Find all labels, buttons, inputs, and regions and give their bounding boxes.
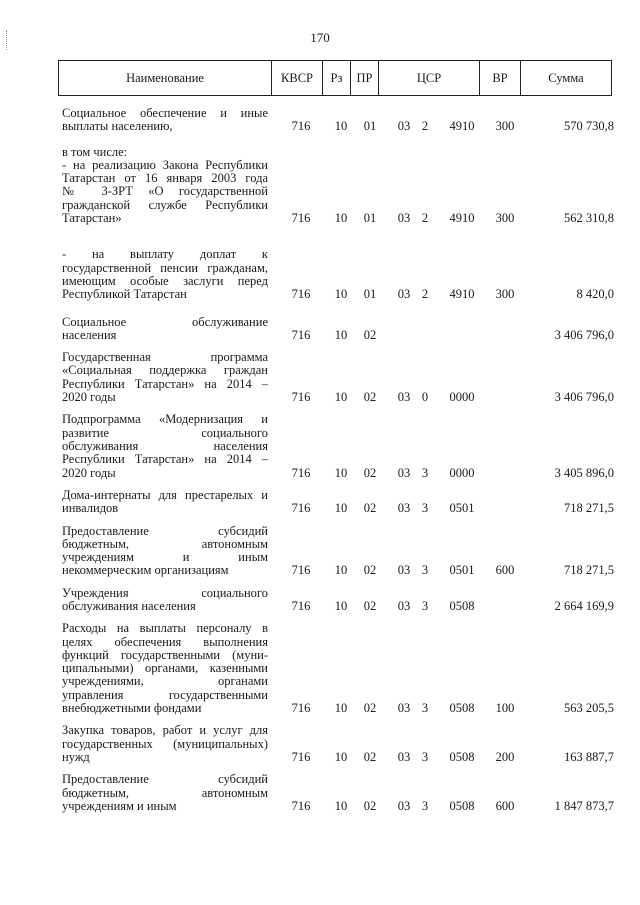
row-name xyxy=(62,489,268,516)
header-csr: ЦСР xyxy=(379,61,480,96)
row-pr: 02 xyxy=(363,563,377,578)
row-name-line: обслуживания населения xyxy=(62,438,268,453)
row-kvsr: 716 xyxy=(291,563,311,578)
row-kvsr: 716 xyxy=(291,501,311,516)
row-csr-program: 03 xyxy=(397,598,411,613)
page-number: 170 xyxy=(310,30,330,45)
row-name xyxy=(62,413,268,479)
row-sum: 8 420,0 xyxy=(576,287,614,302)
row-csr-direction: 4910 xyxy=(449,287,475,302)
header-kvsr: КВСР xyxy=(272,61,323,96)
row-pr: 02 xyxy=(363,390,377,405)
row-name-line: Предоставление субсидий xyxy=(62,523,268,538)
row-name-line: Дома-интернаты для престарелых и xyxy=(62,487,268,502)
row-vr: 200 xyxy=(495,749,515,764)
row-vr: 100 xyxy=(495,701,515,716)
row-name-line: Учреждения социального xyxy=(62,585,268,600)
row-csr-direction: 0501 xyxy=(449,563,475,578)
row-sum: 570 730,8 xyxy=(564,119,614,134)
row-name-line: обслуживания населения xyxy=(62,598,196,613)
row-name xyxy=(62,622,268,715)
table-row xyxy=(0,248,640,301)
row-csr-direction: 4910 xyxy=(449,119,475,134)
row-name xyxy=(62,146,268,226)
row-rz: 10 xyxy=(334,390,348,405)
row-csr-subprogram: 3 xyxy=(421,501,429,516)
row-sum: 718 271,5 xyxy=(564,563,614,578)
row-kvsr: 716 xyxy=(291,798,311,813)
row-name xyxy=(62,107,268,134)
row-csr-subprogram: 0 xyxy=(421,390,429,405)
table-row xyxy=(0,724,640,764)
table-row xyxy=(0,107,640,134)
row-name-line: бюджетным, автономным xyxy=(62,785,268,800)
row-name-line: государственной пенсии гражданам, xyxy=(62,260,268,275)
row-csr-subprogram: 3 xyxy=(421,465,429,480)
row-name-line: функций государственными (муни- xyxy=(62,647,268,662)
row-name-line: Республики Татарстан» на 2014 – xyxy=(62,452,268,467)
row-rz: 10 xyxy=(334,287,348,302)
row-csr-program: 03 xyxy=(397,287,411,302)
row-name-line: инвалидов xyxy=(62,501,119,516)
row-name-line: Расходы на выплаты персоналу в xyxy=(62,621,268,636)
row-kvsr: 716 xyxy=(291,749,311,764)
row-csr-subprogram: 3 xyxy=(421,598,429,613)
row-name-line: внебюджетными фондами xyxy=(62,701,202,716)
row-name xyxy=(62,724,268,764)
row-name-line: некоммерческим организациям xyxy=(62,563,229,578)
row-name-line: «Социальная поддержка граждан xyxy=(62,363,268,378)
row-csr-direction: 0000 xyxy=(449,465,475,480)
row-sum: 3 405 896,0 xyxy=(554,465,614,480)
row-name xyxy=(62,351,268,404)
row-kvsr: 716 xyxy=(291,287,311,302)
row-name-line: учреждениям и иным xyxy=(62,798,177,813)
row-kvsr: 716 xyxy=(291,327,311,342)
row-sum: 3 406 796,0 xyxy=(554,327,614,342)
row-name-line: 2020 годы xyxy=(62,390,116,405)
row-pr: 02 xyxy=(363,598,377,613)
row-name-line: Предоставление субсидий xyxy=(62,772,268,787)
row-kvsr: 716 xyxy=(291,465,311,480)
row-kvsr: 716 xyxy=(291,390,311,405)
row-csr-program: 03 xyxy=(397,798,411,813)
table-row xyxy=(0,413,640,480)
row-name-line: учреждениями, органами xyxy=(62,674,268,689)
row-kvsr: 716 xyxy=(291,119,311,134)
row-csr-program: 03 xyxy=(397,465,411,480)
table-header xyxy=(58,60,612,96)
row-rz: 10 xyxy=(334,501,348,516)
row-kvsr: 716 xyxy=(291,598,311,613)
row-name-line: Государственная программа xyxy=(62,350,268,365)
row-csr-direction: 4910 xyxy=(449,211,475,226)
row-csr-program: 03 xyxy=(397,749,411,764)
row-csr-direction: 0508 xyxy=(449,749,475,764)
row-rz: 10 xyxy=(334,211,348,226)
row-csr-subprogram: 3 xyxy=(421,749,429,764)
row-sum: 2 664 169,9 xyxy=(554,598,614,613)
row-name-line: Закупка товаров, работ и услуг для xyxy=(62,723,268,738)
row-name xyxy=(62,773,268,813)
row-name-line: населения xyxy=(62,327,117,342)
row-pr: 02 xyxy=(363,465,377,480)
table-row xyxy=(0,351,640,404)
row-csr-program: 03 xyxy=(397,211,411,226)
row-vr: 600 xyxy=(495,798,515,813)
row-vr: 300 xyxy=(495,287,515,302)
row-name-line: Татарстан» xyxy=(62,211,122,226)
row-name xyxy=(62,525,268,578)
row-csr-subprogram: 2 xyxy=(421,119,429,134)
row-rz: 10 xyxy=(334,798,348,813)
row-rz: 10 xyxy=(334,327,348,342)
row-name-line: Подпрограмма «Модернизация и xyxy=(62,412,268,427)
header-sum: Сумма xyxy=(521,61,612,96)
row-csr-program: 03 xyxy=(397,563,411,578)
row-csr-program: 03 xyxy=(397,501,411,516)
row-csr-program: 03 xyxy=(397,119,411,134)
row-name xyxy=(62,316,268,343)
row-name-line: ципальными) органами, казенными xyxy=(62,661,268,676)
row-csr-subprogram: 3 xyxy=(421,798,429,813)
row-name-line: гражданской службе Республики xyxy=(62,197,268,212)
row-pr: 01 xyxy=(363,119,377,134)
table-row xyxy=(0,316,640,343)
row-name-line: - на выплату доплат к xyxy=(62,247,268,262)
row-name xyxy=(62,248,268,301)
row-rz: 10 xyxy=(334,563,348,578)
header-pr: ПР xyxy=(351,61,379,96)
row-sum: 1 847 873,7 xyxy=(554,798,614,813)
row-csr-subprogram: 2 xyxy=(421,287,429,302)
row-rz: 10 xyxy=(334,749,348,764)
row-csr-program: 03 xyxy=(397,390,411,405)
row-csr-direction: 0508 xyxy=(449,598,475,613)
row-kvsr: 716 xyxy=(291,701,311,716)
row-pr: 02 xyxy=(363,749,377,764)
row-csr-direction: 0508 xyxy=(449,798,475,813)
row-csr-direction: 0501 xyxy=(449,501,475,516)
row-sum: 163 887,7 xyxy=(564,749,614,764)
row-csr-direction: 0000 xyxy=(449,390,475,405)
header-vr: ВР xyxy=(480,61,521,96)
row-name-line: целях обеспечения выполнения xyxy=(62,634,268,649)
header-name: Наименование xyxy=(59,61,272,96)
row-pr: 02 xyxy=(363,327,377,342)
row-rz: 10 xyxy=(334,598,348,613)
row-name-line: Татарстан от 16 января 2003 года xyxy=(62,171,268,186)
row-pr: 02 xyxy=(363,701,377,716)
row-name-line: Социальное обеспечение и иные xyxy=(62,106,268,120)
row-kvsr: 716 xyxy=(291,211,311,226)
row-name-line: Социальное обслуживание xyxy=(62,314,268,329)
row-pr: 02 xyxy=(363,501,377,516)
row-name-line: Республикой Татарстан xyxy=(62,287,187,302)
row-vr: 300 xyxy=(495,211,515,226)
row-pr: 01 xyxy=(363,211,377,226)
row-sum: 718 271,5 xyxy=(564,501,614,516)
row-name xyxy=(62,587,268,614)
row-name-line: имеющим особые заслуги перед xyxy=(62,273,268,288)
row-name-line: нужд xyxy=(62,749,90,764)
table-row xyxy=(0,773,640,813)
row-vr: 600 xyxy=(495,563,515,578)
row-name-line: государственных (муниципальных) xyxy=(62,736,268,751)
row-sum: 562 310,8 xyxy=(564,211,614,226)
row-name-line: Республики Татарстан» на 2014 – xyxy=(62,376,268,391)
table-row xyxy=(0,489,640,516)
row-vr: 300 xyxy=(495,119,515,134)
row-pr: 01 xyxy=(363,287,377,302)
row-csr-subprogram: 2 xyxy=(421,211,429,226)
header-rz: Рз xyxy=(323,61,351,96)
row-name-line: № 3-ЗРТ «О государственной xyxy=(62,184,268,199)
row-csr-subprogram: 3 xyxy=(421,563,429,578)
row-csr-program: 03 xyxy=(397,701,411,716)
table-row xyxy=(0,146,640,226)
row-name-line: управления государственными xyxy=(62,687,268,702)
row-name-line: выплаты населению, xyxy=(62,119,173,134)
table-row xyxy=(0,587,640,614)
row-csr-direction: 0508 xyxy=(449,701,475,716)
row-rz: 10 xyxy=(334,119,348,134)
row-name-line: - на реализацию Закона Республики xyxy=(62,157,268,172)
row-sum: 3 406 796,0 xyxy=(554,390,614,405)
row-rz: 10 xyxy=(334,701,348,716)
row-name-line: бюджетным, автономным xyxy=(62,536,268,551)
row-rz: 10 xyxy=(334,465,348,480)
table-row xyxy=(0,622,640,715)
row-name-line: учреждениям и иным xyxy=(62,550,268,565)
row-pr: 02 xyxy=(363,798,377,813)
row-sum: 563 205,5 xyxy=(564,701,614,716)
row-name-line: 2020 годы xyxy=(62,465,116,480)
table-row xyxy=(0,525,640,578)
row-name-line: в том числе: xyxy=(62,144,128,159)
row-name-line: развитие социального xyxy=(62,425,268,440)
row-csr-subprogram: 3 xyxy=(421,701,429,716)
